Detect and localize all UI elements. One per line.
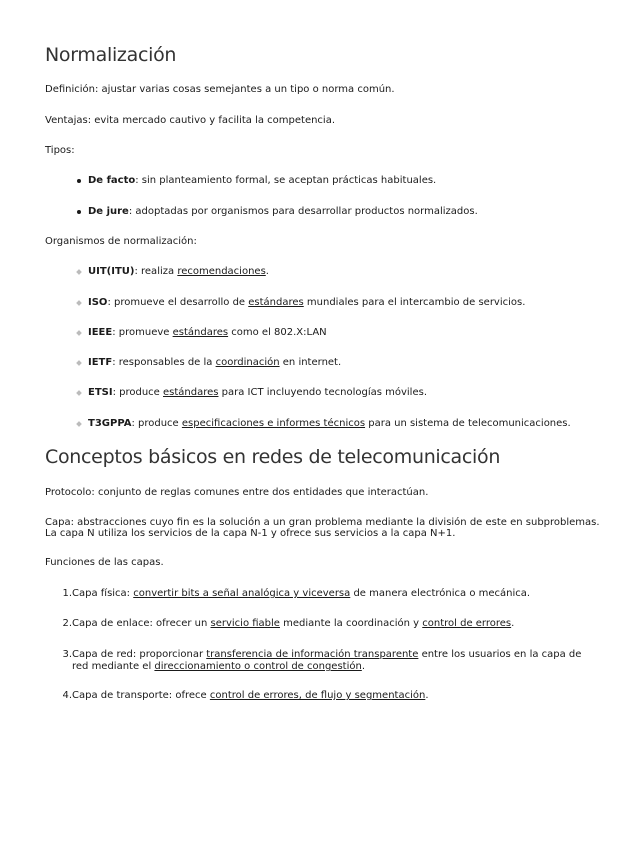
link-text[interactable]: control de errores [422, 618, 512, 629]
link-text[interactable]: control de errores, de flujo y segmentación [209, 690, 426, 701]
link-text[interactable]: direccionamiento o control de congestión [154, 661, 362, 672]
bullet-diamond-icon [77, 266, 87, 278]
link-text[interactable]: recomendaciones [177, 266, 266, 277]
link-text[interactable]: transferencia de información transparente [206, 649, 419, 660]
funciones-label: Funciones de las capas. [45, 557, 164, 568]
bullet-dot-icon [77, 175, 87, 187]
link-text[interactable]: especificaciones e informes técnicos [181, 418, 366, 429]
section-title-conceptos: Conceptos básicos en redes de telecomunicación [45, 446, 501, 468]
link-text[interactable]: coordinación [215, 357, 280, 368]
bullet-diamond-icon [77, 327, 87, 339]
link-text[interactable]: estándares [248, 297, 304, 308]
link-text[interactable]: convertir bits a señal analógica y viceversa [133, 588, 351, 599]
section-title-normalizacion: Normalización [45, 44, 177, 66]
tipos-label: Tipos: [45, 145, 75, 156]
bullet-dot-icon [77, 206, 87, 218]
bullet-diamond-icon [77, 297, 87, 309]
link-text[interactable]: estándares [172, 327, 229, 338]
capa-text-line2: La capa N utiliza los servicios de la capa N-1 y ofrece sus servicios a la capa N+1. [45, 528, 456, 539]
bullet-diamond-icon [77, 387, 87, 399]
definicion-text: Definición: ajustar varias cosas semejantes a un tipo o norma común. [45, 84, 395, 95]
bullet-diamond-icon [77, 357, 87, 369]
bullet-diamond-icon [77, 418, 87, 430]
capa-text-line1: Capa: abstracciones cuyo fin es la solución a un gran problema mediante la división de este en subproblemas. [45, 517, 600, 528]
ventajas-text: Ventajas: evita mercado cautivo y facilita la competencia. [45, 115, 336, 126]
organismos-label: Organismos de normalización: [45, 236, 197, 247]
protocolo-text: Protocolo: conjunto de reglas comunes entre dos entidades que interactúan. [45, 487, 429, 498]
link-text[interactable]: estándares [163, 387, 219, 398]
link-text[interactable]: servicio fiable [210, 618, 280, 629]
